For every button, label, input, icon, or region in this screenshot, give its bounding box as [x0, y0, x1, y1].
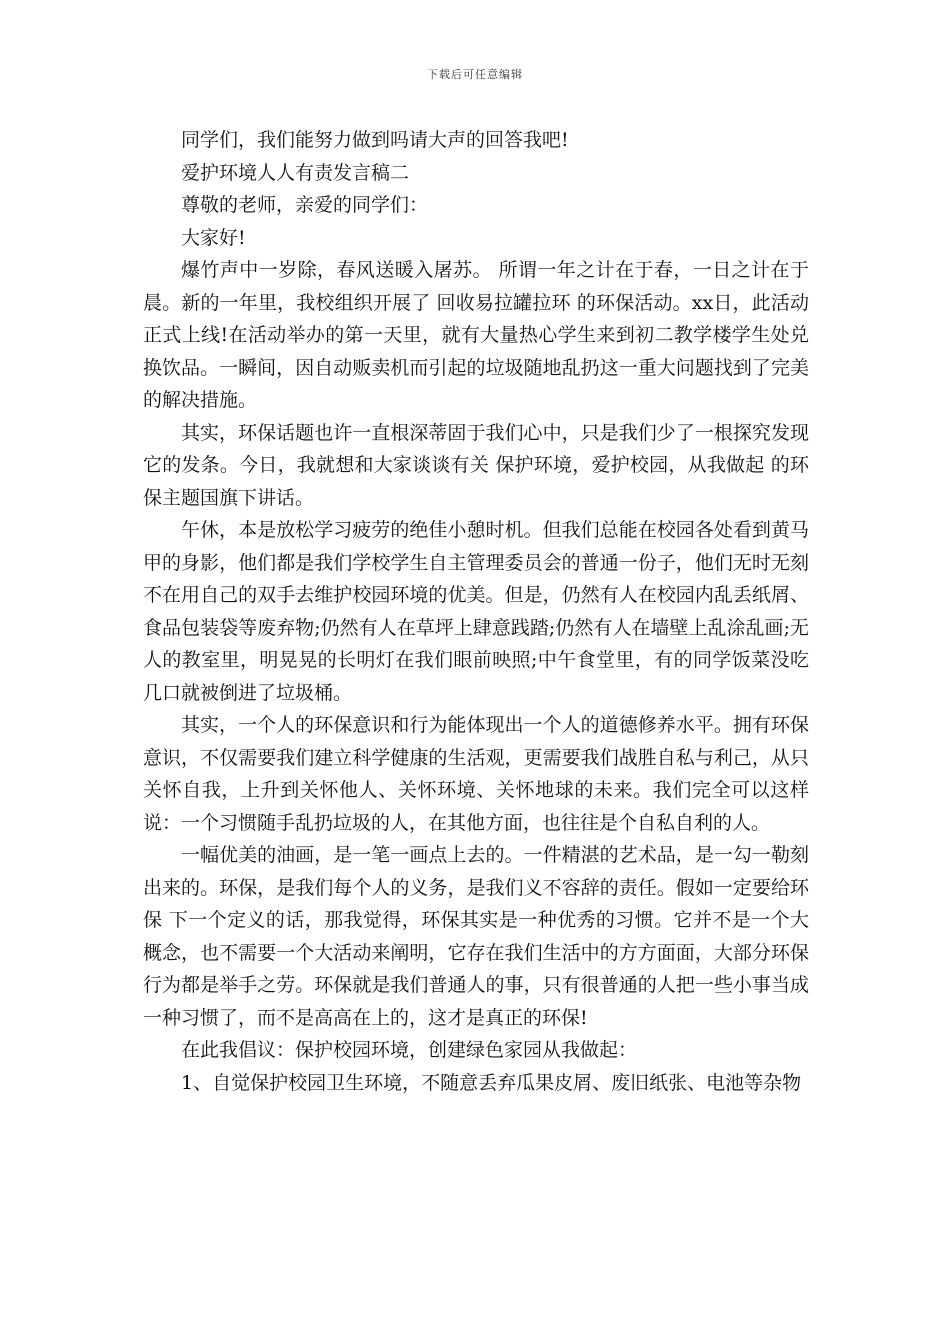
salutation: 尊敬的老师，亲爱的同学们：: [181, 194, 429, 216]
greeting: 大家好!: [181, 226, 246, 249]
paragraph-closing-question: 同学们，我们能努力做到吗请大声的回答我吧!: [181, 129, 569, 151]
paragraph-new-year-activity: 爆竹声中一岁除，春风送暖入屠苏。 所谓一年之计在于春，一日之计在于晨。新的一年里，我校组织开展了 回收易拉罐拉环 的环保活动。xx日，此活动正式上线!在活动举办的第一天里，就有大量热心学生来到初二教学楼学生处兑换饮品。一瞬间，因自动贩卖机而引起的垃圾随地乱扔这一重大问题找到了完美的解决措施。: [143, 259, 809, 411]
paragraph-proposal: 在此我倡议：保护校园环境，创建绿色家园从我做起：: [181, 1039, 638, 1061]
paragraph-topic-intro: 其实，环保话题也许一直根深蒂固于我们心中，只是我们少了一根探究发现它的发条。今日，我就想和大家谈谈有关 保护环境，爱护校园，从我做起 的环保主题国旗下讲话。: [143, 421, 809, 509]
page-header: 下载后可任意编辑: [427, 68, 523, 81]
document-body: [143, 124, 809, 1099]
list-item-1: 1、自觉保护校园卫生环境，不随意丢弃瓜果皮屑、废旧纸张、电池等杂物: [181, 1071, 802, 1094]
paragraph-awareness: 其实，一个人的环保意识和行为能体现出一个人的道德修养水平。拥有环保意识，不仅需要我们建立科学健康的生活观，更需要我们战胜自私与利己，从只关怀自我，上升到关怀他人、关怀环境、关怀地球的未来。我们完全可以这样说：一个习惯随手乱扔垃圾的人，在其他方面，也往往是个自私自利的人。: [143, 714, 809, 834]
paragraph-habit: 一幅优美的油画，是一笔一画点上去的。一件精湛的艺术品，是一勾一勒刻出来的。环保，是我们每个人的义务，是我们义不容辞的责任。假如一定要给环保 下一个定义的话，那我觉得，环保其实是一种优秀的习惯。它并不是一个大概念，也不需要一个大活动来阐明，它存在我们生活中的方方面面，大部分环保行为都是举手之劳。环保就是我们普通人的事，只有很普通的人把一些小事当成一种习惯了，而不是高高在上的，这才是真正的环保!: [143, 844, 809, 1029]
paragraph-noon-break: 午休，本是放松学习疲劳的绝佳小憩时机。但我们总能在校园各处看到黄马甲的身影，他们都是我们学校学生自主管理委员会的普通一份子，他们无时无刻不在用自己的双手去维护校园环境的优美。但是，仍然有人在校园内乱丢纸屑、食品包装袋等废弃物;仍然有人在草坪上肆意践踏;仍然有人在墙壁上乱涂乱画;无人的教室里，明晃晃的长明灯在我们眼前映照;中午食堂里，有的同学饭菜没吃几口就被倒进了垃圾桶。: [143, 519, 809, 704]
speech-title: 爱护环境人人有责发言稿二: [181, 161, 410, 184]
